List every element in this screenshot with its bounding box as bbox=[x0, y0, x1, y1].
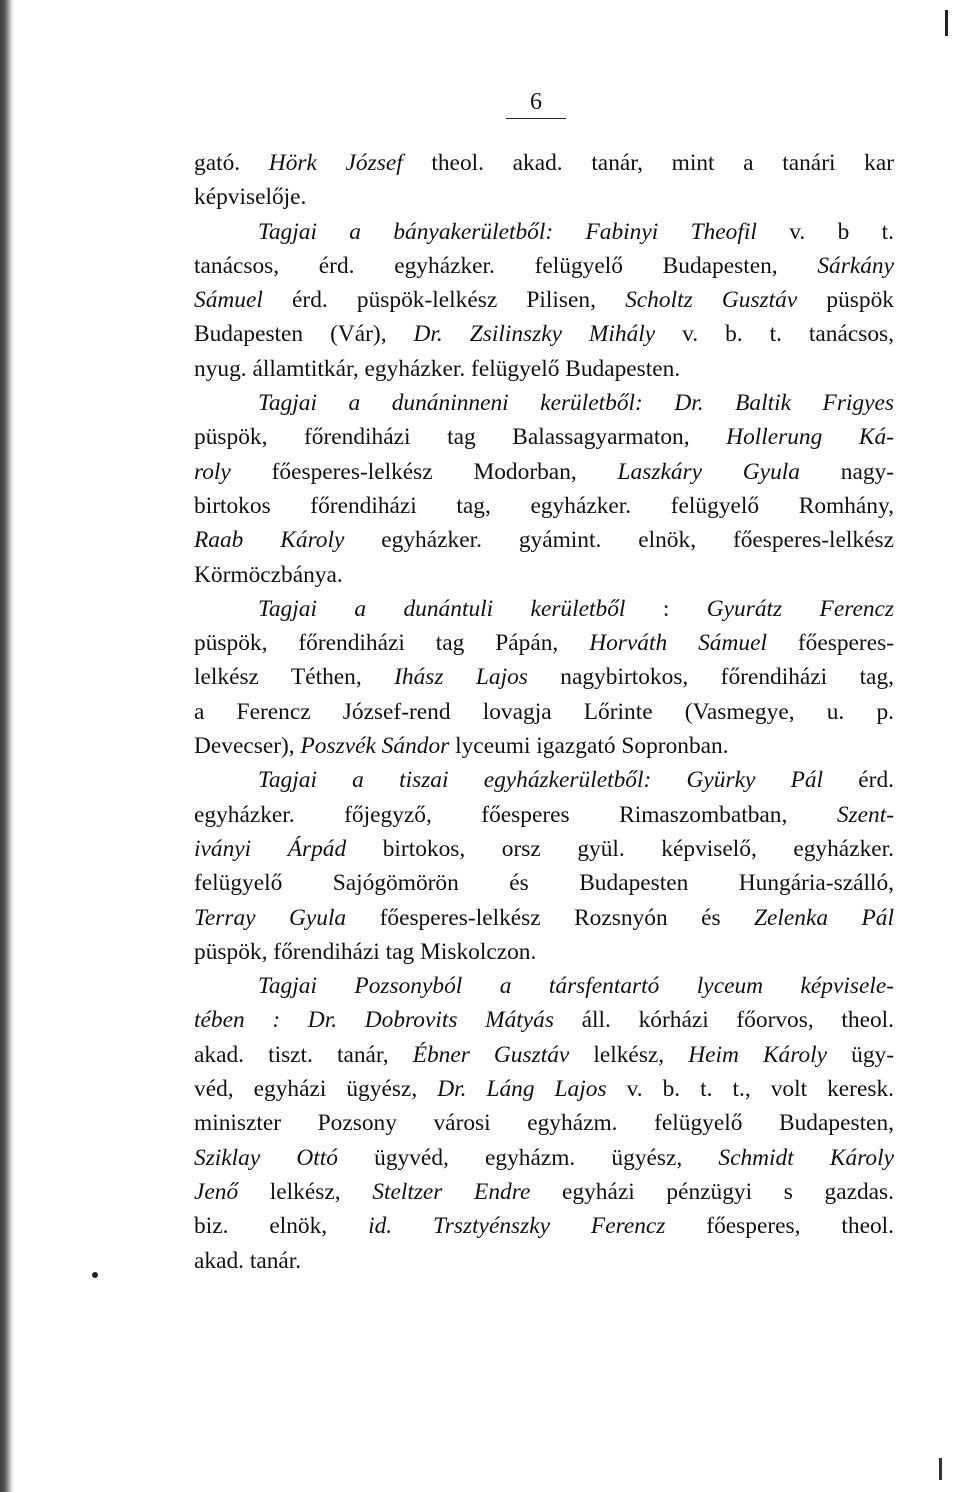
text-line bbox=[194, 729, 894, 763]
text-line bbox=[194, 489, 894, 523]
text-segment: püspök, főrendiházi tag Pápán, bbox=[194, 630, 590, 657]
text-segment: egyházker. főjegyző, főesperes Rimaszombatban, bbox=[194, 801, 837, 828]
text-line bbox=[194, 866, 894, 900]
text-segment: püspök, főrendiházi tag Miskolczon. bbox=[194, 938, 537, 965]
text-segment: akad. tanár. bbox=[194, 1247, 302, 1274]
text-line bbox=[194, 1003, 894, 1037]
text-segment: érd. bbox=[823, 767, 895, 794]
italic-name-segment: Laszkáry Gyula bbox=[617, 458, 800, 485]
text-line bbox=[194, 901, 894, 935]
text-line bbox=[194, 386, 894, 420]
text-line bbox=[194, 523, 894, 557]
text-segment: ügy- bbox=[827, 1041, 895, 1068]
text-segment: : bbox=[625, 595, 707, 622]
italic-name-segment: Tagjai Pozsonyból a társfentartó lyceum képvisele- bbox=[258, 973, 894, 1000]
text-segment: lyceumi igazgató Sopronban. bbox=[449, 733, 729, 760]
text-segment: Körmöczbánya. bbox=[194, 561, 343, 588]
text-segment: Budapesten (Vár), bbox=[194, 321, 414, 348]
text-segment: érd. püspök-lelkész Pilisen, bbox=[262, 287, 626, 314]
text-segment: a Ferencz József-rend lovagja Lőrinte (Vasmegye, u. p. bbox=[194, 698, 894, 725]
text-segment: akad. tiszt. tanár, bbox=[194, 1041, 413, 1068]
italic-name-segment: Horváth Sámuel bbox=[589, 630, 767, 657]
italic-name-segment: Hörk József bbox=[268, 150, 403, 176]
text-line bbox=[194, 420, 894, 454]
italic-name-segment: Raab Károly bbox=[194, 527, 345, 554]
text-segment: v. b. t. t., volt keresk. bbox=[606, 1076, 895, 1103]
text-line bbox=[194, 1038, 894, 1072]
italic-name-segment: Terray Gyula bbox=[194, 904, 347, 931]
italic-name-segment: Dr. Láng Lajos bbox=[437, 1076, 607, 1103]
italic-name-segment: Zelenka Pál bbox=[754, 904, 894, 931]
italic-name-segment: Tagjai a tiszai egyházkerületből: Gyürky Pál bbox=[258, 767, 824, 794]
text-line bbox=[194, 1244, 894, 1278]
text-line bbox=[194, 695, 894, 729]
italic-name-segment: Scholtz Gusztáv bbox=[625, 287, 798, 314]
italic-name-segment: Tagjai a bányakerületből: Fabinyi Theofil bbox=[258, 218, 757, 245]
text-segment: áll. kórházi főorvos, theol. bbox=[553, 1007, 895, 1034]
text-segment: miniszter Pozsony városi egyházm. felügyelő Budapesten, bbox=[194, 1110, 894, 1137]
text-segment: v. b t. bbox=[756, 218, 895, 245]
italic-name-segment: Sárkány bbox=[817, 252, 894, 279]
text-line bbox=[194, 592, 894, 626]
text-line bbox=[194, 1175, 894, 1209]
text-line bbox=[194, 558, 894, 592]
text-segment: birtokos, orsz gyül. képviselő, egyházker. bbox=[346, 835, 894, 862]
text-segment: tanácsos, érd. egyházker. felügyelő Budapesten, bbox=[194, 252, 818, 279]
text-segment: biz. elnök, bbox=[194, 1213, 369, 1240]
text-line bbox=[194, 1209, 894, 1243]
italic-name-segment: Ébner Gusztáv bbox=[412, 1041, 570, 1068]
italic-name-segment: Hollerung Ká- bbox=[726, 424, 894, 451]
text-segment: főesperes- bbox=[766, 630, 894, 657]
text-segment: egyházker. gyámint. elnök, főesperes-lelkész bbox=[344, 527, 894, 554]
italic-name-segment: Tagjai a dunántuli kerületből bbox=[258, 595, 626, 622]
scan-artifact-mark bbox=[945, 10, 948, 36]
text-segment: főesperes-lelkész Rozsnyón és bbox=[346, 904, 755, 931]
text-segment: főesperes-lelkész Modorban, bbox=[230, 458, 618, 485]
document-body bbox=[194, 146, 894, 1278]
page-number: 6 bbox=[506, 88, 566, 119]
text-line bbox=[194, 180, 894, 214]
italic-name-segment: Tagjai a dunáninneni kerületből: Dr. Baltik Frigyes bbox=[258, 390, 894, 417]
text-segment: v. b. t. tanácsos, bbox=[655, 321, 894, 348]
text-segment: ügyvéd, egyházm. ügyész, bbox=[338, 1144, 719, 1171]
italic-name-segment: Szent- bbox=[836, 801, 894, 828]
italic-name-segment: Jenő bbox=[194, 1178, 239, 1205]
scan-artifact-mark bbox=[939, 1458, 942, 1480]
text-line bbox=[194, 660, 894, 694]
italic-name-segment: id. Trsztyénszky Ferencz bbox=[368, 1213, 666, 1240]
text-segment: véd, egyházi ügyész, bbox=[194, 1076, 438, 1103]
italic-name-segment: Sámuel bbox=[194, 287, 263, 314]
text-segment: nagybirtokos, főrendiházi tag, bbox=[527, 664, 894, 691]
text-line bbox=[194, 935, 894, 969]
text-line bbox=[194, 763, 894, 797]
text-segment: püspök, főrendiházi tag Balassagyarmaton, bbox=[194, 424, 727, 451]
italic-name-segment: Sziklay Ottó bbox=[194, 1144, 338, 1171]
text-segment: lelkész, bbox=[569, 1041, 689, 1068]
italic-name-segment: iványi Árpád bbox=[194, 835, 347, 862]
text-segment: theol. akad. tanár, mint a tanári kar bbox=[402, 150, 895, 176]
text-line bbox=[194, 317, 894, 351]
text-line bbox=[194, 1141, 894, 1175]
text-line bbox=[194, 455, 894, 489]
text-line bbox=[194, 1106, 894, 1140]
scan-edge-shadow bbox=[0, 0, 14, 1492]
italic-name-segment: tében : Dr. Dobrovits Mátyás bbox=[194, 1007, 554, 1034]
text-segment: főesperes, theol. bbox=[665, 1213, 894, 1240]
italic-name-segment: Poszvék Sándor bbox=[300, 733, 450, 760]
text-segment: egyházi pénzügyi s gazdas. bbox=[530, 1178, 895, 1205]
text-line bbox=[194, 283, 894, 317]
text-segment: nagy- bbox=[799, 458, 895, 485]
italic-name-segment: Steltzer Endre bbox=[372, 1178, 531, 1205]
italic-name-segment: Heim Károly bbox=[688, 1041, 828, 1068]
text-line bbox=[194, 215, 894, 249]
text-segment: Devecser), bbox=[194, 733, 301, 760]
italic-name-segment: Gyurátz Ferencz bbox=[706, 595, 895, 622]
text-segment: felügyelő Sajógömörön és Budapesten Hungária-szálló, bbox=[194, 870, 894, 897]
italic-name-segment: Schmidt Károly bbox=[718, 1144, 895, 1171]
text-segment: lelkész, bbox=[238, 1178, 373, 1205]
text-line bbox=[194, 352, 894, 386]
text-line bbox=[194, 798, 894, 832]
scan-artifact-dot bbox=[92, 1272, 98, 1278]
text-segment: képviselője. bbox=[194, 184, 307, 211]
italic-name-segment: Dr. Zsilinszky Mihály bbox=[413, 321, 656, 348]
text-segment: nyug. államtitkár, egyházker. felügyelő Budapesten. bbox=[194, 355, 681, 382]
italic-name-segment: roly bbox=[194, 458, 231, 485]
text-segment: püspök bbox=[797, 287, 894, 314]
text-line bbox=[194, 146, 894, 180]
text-segment: lelkész Téthen, bbox=[194, 664, 395, 691]
text-segment: birtokos főrendiházi tag, egyházker. felügyelő Romhány, bbox=[194, 492, 894, 519]
text-segment: gató. bbox=[194, 150, 269, 176]
text-line bbox=[194, 249, 894, 283]
text-line bbox=[194, 832, 894, 866]
italic-name-segment: Ihász Lajos bbox=[394, 664, 528, 691]
text-line bbox=[194, 626, 894, 660]
text-line bbox=[194, 969, 894, 1003]
text-line bbox=[194, 1072, 894, 1106]
